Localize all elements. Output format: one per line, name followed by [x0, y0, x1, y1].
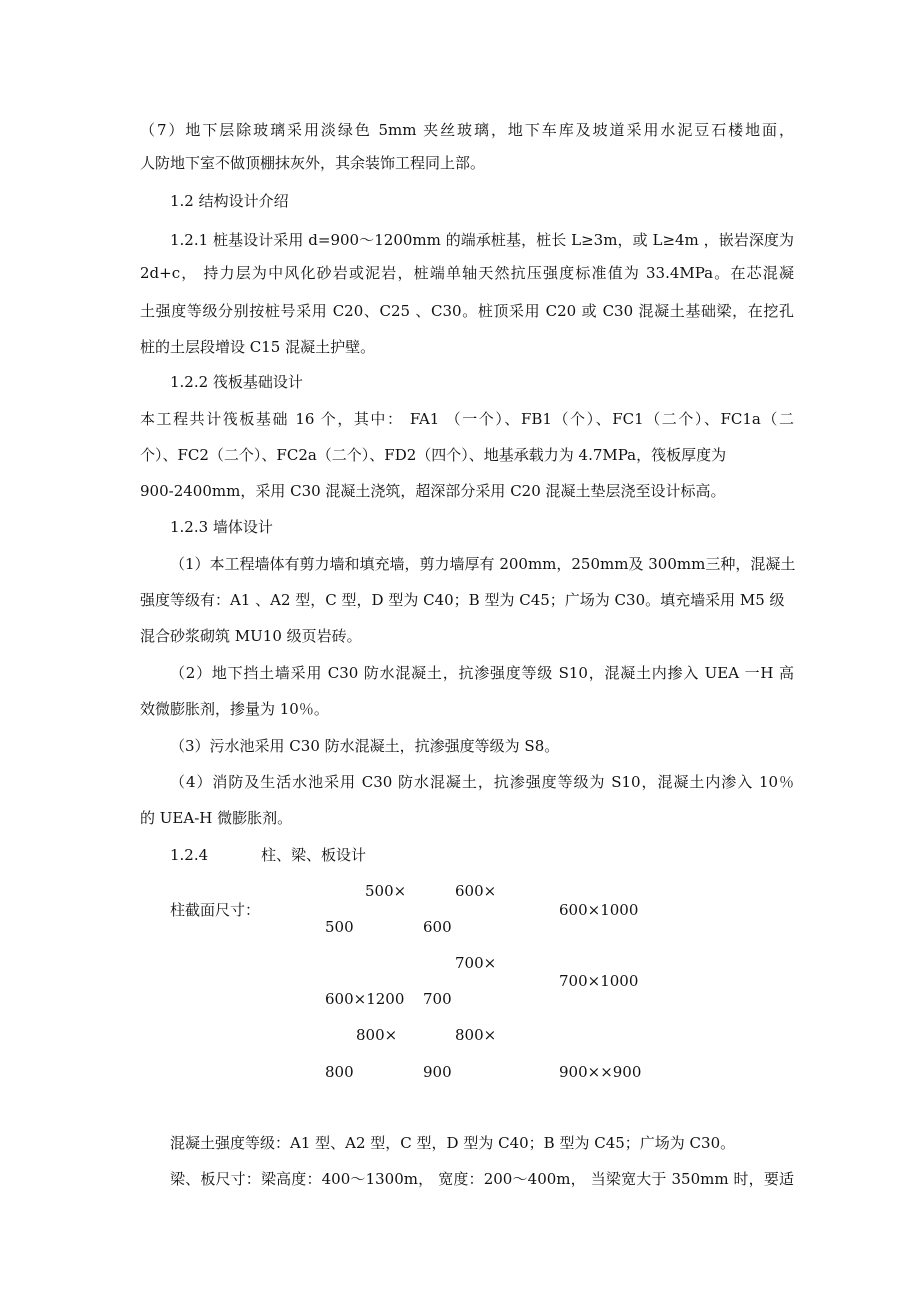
raft-foundation-line-2: 个）、FC2（二个）、FC2a（二个）、FD2（四个）、地基承载力为 4.7MPa，筏板厚度为: [140, 446, 727, 464]
column-size-cell: 900××900: [559, 1063, 642, 1081]
section-heading-1-2-4-number: 1.2.4: [170, 846, 209, 864]
column-size-cell: 600×: [455, 882, 497, 900]
wall-item-2-line-1: （2）地下挡土墙采用 C30 防水混凝土，抗渗强度等级 S10，混凝土内掺入 UEA 一H 高: [170, 664, 794, 682]
column-size-cell: 700: [423, 990, 452, 1008]
wall-item-3-line-1: （3）污水池采用 C30 防水混凝土，抗渗强度等级为 S8。: [170, 737, 560, 755]
raft-foundation-line-1: 本工程共计筏板基础 16 个，其中： FA1 （一个）、FB1（个）、FC1（二个）、FC1a（二: [140, 410, 794, 428]
raft-foundation-line-3: 900-2400mm，采用 C30 混凝土浇筑，超深部分采用 C20 混凝土垫层浇至设计标高。: [140, 482, 726, 500]
wall-item-2-line-2: 效微膨胀剂，掺量为 10％。: [140, 700, 329, 718]
wall-item-4-line-1: （4）消防及生活水池采用 C30 防水混凝土，抗渗强度等级为 S10，混凝土内渗入 10％: [170, 773, 794, 791]
wall-item-1-line-3: 混合砂浆砌筑 MU10 级页岩砖。: [140, 627, 362, 645]
pile-design-line-1: 1.2.1 桩基设计采用 d=900～1200mm 的端承桩基，桩长 L≥3m，或 L≥4m ，嵌岩深度为: [170, 231, 794, 249]
column-size-cell: 700×: [455, 954, 497, 972]
pile-design-line-4: 桩的土层段增设 C15 混凝土护壁。: [140, 338, 376, 356]
pile-design-line-3: 土强度等级分别按桩号采用 C20、C25 、C30。桩顶采用 C20 或 C30 混凝土基础梁，在挖孔: [140, 302, 794, 320]
section-heading-1-2-4-title: 柱、梁、板设计: [261, 846, 367, 864]
column-size-cell: 800×: [455, 1026, 497, 1044]
column-size-cell: 600: [423, 918, 452, 936]
section-heading-1-2-2: 1.2.2 筏板基础设计: [170, 373, 303, 391]
pile-design-line-2: 2d+c， 持力层为中风化砂岩或泥岩，桩端单轴天然抗压强度标准值为 33.4MPa。在芯混凝: [140, 264, 794, 282]
concrete-grade-line: 混凝土强度等级：A1 型、A2 型，C 型，D 型为 C40；B 型为 C45；广场为 C30。: [170, 1134, 736, 1152]
column-size-cell: 800×: [356, 1026, 398, 1044]
column-size-cell: 900: [423, 1063, 452, 1081]
column-size-cell: 600×1000: [559, 901, 639, 919]
column-size-cell: 800: [325, 1063, 354, 1081]
paragraph-7-line-2: 人防地下室不做顶棚抹灰外，其余装饰工程同上部。: [140, 154, 486, 172]
section-heading-1-2: 1.2 结构设计介绍: [170, 192, 289, 210]
section-heading-1-2-3: 1.2.3 墙体设计: [170, 518, 273, 536]
wall-item-1-line-2: 强度等级有：A1 、A2 型，C 型，D 型为 C40；B 型为 C45；广场为 C30。填充墙采用 M5 级: [140, 591, 785, 609]
column-size-cell: 600×1200: [325, 990, 405, 1008]
column-size-cell: 500: [325, 918, 354, 936]
column-size-cell: 700×1000: [559, 972, 639, 990]
wall-item-1-line-1: （1）本工程墙体有剪力墙和填充墙，剪力墙厚有 200mm，250mm及 300mm三种，混凝土: [170, 555, 796, 573]
paragraph-7-line-1: （7）地下层除玻璃采用淡绿色 5mm 夹丝玻璃，地下车库及坡道采用水泥豆石楼地面，: [140, 121, 794, 139]
beam-slab-size-line-1: 梁、板尺寸：梁高度：400～1300m， 宽度：200～400m， 当梁宽大于 350mm 时，要适: [170, 1170, 794, 1188]
column-size-cell: 500×: [365, 882, 407, 900]
column-size-label: 柱截面尺寸：: [170, 901, 261, 919]
wall-item-4-line-2: 的 UEA-H 微膨胀剂。: [140, 809, 293, 827]
